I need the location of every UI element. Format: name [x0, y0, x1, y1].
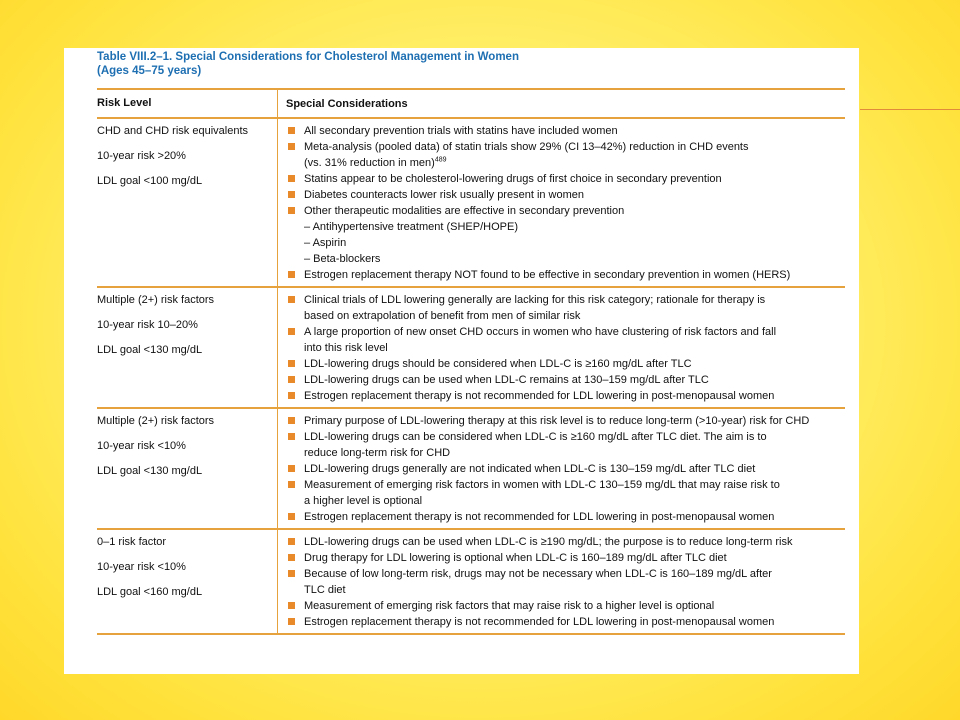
risk-level-cell: [97, 530, 278, 633]
consideration-text: Diabetes counteracts lower risk usually present in women: [304, 189, 585, 201]
consideration-text: reduce long-term risk for CHD: [304, 447, 451, 459]
consideration-continuation: [288, 155, 845, 171]
consideration-item: [288, 267, 845, 283]
consideration-item: [288, 477, 845, 493]
table-row: [97, 409, 845, 530]
reference-superscript: 489: [434, 156, 447, 164]
consideration-text: All secondary prevention trials with statins have included women: [304, 125, 618, 137]
consideration-item: [288, 413, 845, 429]
consideration-item: [288, 534, 845, 550]
consideration-text: LDL-lowering drugs should be considered when LDL-C is ≥160 mg/dL after TLC: [304, 358, 692, 370]
table-panel: [64, 48, 859, 674]
square-bullet-icon: [288, 481, 295, 488]
consideration-text: into this risk level: [304, 342, 388, 354]
consideration-item: [288, 292, 845, 308]
consideration-continuation: [288, 493, 845, 509]
consideration-text: LDL-lowering drugs can be considered when LDL-C is ≥160 mg/dL after TLC diet. The aim is to: [304, 431, 767, 443]
consideration-text: Because of low long-term risk, drugs may not be necessary when LDL-C is 160–189 mg/dL after: [304, 568, 772, 580]
table-row: [97, 288, 845, 409]
risk-level-text: LDL goal <100 mg/dL: [97, 175, 203, 187]
risk-level-text: CHD and CHD risk equivalents: [97, 125, 248, 137]
consideration-text: a higher level is optional: [304, 495, 423, 507]
consideration-continuation: [288, 219, 845, 235]
consideration-text: Measurement of emerging risk factors in women with LDL-C 130–159 mg/dL that may raise risk to: [304, 479, 780, 491]
risk-level-text: 10-year risk >20%: [97, 150, 186, 162]
square-bullet-icon: [288, 602, 295, 609]
square-bullet-icon: [288, 207, 295, 214]
consideration-text: A large proportion of new onset CHD occurs in women who have clustering of risk factors and fall: [304, 326, 777, 338]
consideration-item: [288, 203, 845, 219]
table-row: [97, 530, 845, 635]
consideration-text: – Aspirin: [304, 237, 347, 249]
caption-line-2: (Ages 45–75 years): [97, 65, 202, 77]
risk-level-cell: [97, 119, 278, 286]
consideration-continuation: [288, 445, 845, 461]
consideration-item: [288, 566, 845, 582]
consideration-item: [288, 139, 845, 155]
risk-level-cell: [97, 409, 278, 528]
square-bullet-icon: [288, 554, 295, 561]
header-risk-level: Risk Level: [97, 90, 278, 117]
consideration-text: Estrogen replacement therapy NOT found to be effective in secondary prevention in women (HERS): [304, 269, 791, 281]
consideration-text: (vs. 31% reduction in men): [304, 157, 435, 169]
table-body: [97, 119, 845, 635]
consideration-item: [288, 388, 845, 404]
consideration-item: [288, 123, 845, 139]
consideration-item: [288, 461, 845, 477]
square-bullet-icon: [288, 618, 295, 625]
square-bullet-icon: [288, 143, 295, 150]
consideration-continuation: [288, 582, 845, 598]
risk-level-text: LDL goal <130 mg/dL: [97, 465, 203, 477]
risk-level-text: LDL goal <160 mg/dL: [97, 586, 203, 598]
consideration-continuation: [288, 308, 845, 324]
square-bullet-icon: [288, 271, 295, 278]
consideration-text: TLC diet: [304, 584, 346, 596]
consideration-item: [288, 187, 845, 203]
consideration-item: [288, 171, 845, 187]
square-bullet-icon: [288, 513, 295, 520]
consideration-text: Estrogen replacement therapy is not recommended for LDL lowering in post-menopausal women: [304, 616, 775, 628]
consideration-item: [288, 356, 845, 372]
consideration-text: – Beta-blockers: [304, 253, 381, 265]
caption-line-1: Table VIII.2–1. Special Considerations for Cholesterol Management in Women: [97, 51, 519, 63]
consideration-text: based on extrapolation of benefit from men of similar risk: [304, 310, 581, 322]
considerations-cell: [278, 288, 845, 407]
consideration-item: [288, 550, 845, 566]
consideration-text: Measurement of emerging risk factors that may raise risk to a higher level is optional: [304, 600, 715, 612]
table-row: [97, 119, 845, 288]
table-caption: [97, 50, 837, 78]
square-bullet-icon: [288, 360, 295, 367]
square-bullet-icon: [288, 392, 295, 399]
risk-level-text: 10-year risk 10–20%: [97, 319, 198, 331]
considerations-cell: [278, 119, 845, 286]
consideration-item: [288, 324, 845, 340]
square-bullet-icon: [288, 191, 295, 198]
consideration-item: [288, 372, 845, 388]
consideration-text: Estrogen replacement therapy is not recommended for LDL lowering in post-menopausal women: [304, 390, 775, 402]
consideration-item: [288, 509, 845, 525]
risk-level-cell: [97, 288, 278, 407]
square-bullet-icon: [288, 433, 295, 440]
consideration-continuation: [288, 340, 845, 356]
risk-level-text: 10-year risk <10%: [97, 561, 186, 573]
consideration-text: Meta-analysis (pooled data) of statin trials show 29% (CI 13–42%) reduction in CHD events: [304, 141, 749, 153]
square-bullet-icon: [288, 175, 295, 182]
consideration-item: [288, 614, 845, 630]
square-bullet-icon: [288, 570, 295, 577]
consideration-text: Estrogen replacement therapy is not recommended for LDL lowering in post-menopausal women: [304, 511, 775, 523]
consideration-text: Drug therapy for LDL lowering is optional when LDL-C is 160–189 mg/dL after TLC diet: [304, 552, 727, 564]
risk-level-text: LDL goal <130 mg/dL: [97, 344, 203, 356]
risk-level-text: 10-year risk <10%: [97, 440, 186, 452]
table-header-row: [97, 88, 845, 119]
consideration-text: Clinical trials of LDL lowering generally are lacking for this risk category; rationale for therapy is: [304, 294, 766, 306]
risk-level-text: 0–1 risk factor: [97, 536, 167, 548]
square-bullet-icon: [288, 296, 295, 303]
consideration-text: LDL-lowering drugs can be used when LDL-C is ≥190 mg/dL; the purpose is to reduce long-term risk: [304, 536, 793, 548]
considerations-table: [97, 88, 845, 635]
consideration-continuation: [288, 251, 845, 267]
square-bullet-icon: [288, 127, 295, 134]
square-bullet-icon: [288, 538, 295, 545]
consideration-text: LDL-lowering drugs can be used when LDL-C remains at 130–159 mg/dL after TLC: [304, 374, 709, 386]
considerations-cell: [278, 409, 845, 528]
consideration-text: Other therapeutic modalities are effective in secondary prevention: [304, 205, 625, 217]
consideration-item: [288, 598, 845, 614]
consideration-text: Statins appear to be cholesterol-lowering drugs of first choice in secondary prevention: [304, 173, 722, 185]
risk-level-text: Multiple (2+) risk factors: [97, 294, 215, 306]
consideration-item: [288, 429, 845, 445]
square-bullet-icon: [288, 376, 295, 383]
consideration-text: – Antihypertensive treatment (SHEP/HOPE): [304, 221, 518, 233]
considerations-cell: [278, 530, 845, 633]
consideration-text: LDL-lowering drugs generally are not indicated when LDL-C is 130–159 mg/dL after TLC diet: [304, 463, 756, 475]
consideration-continuation: [288, 235, 845, 251]
square-bullet-icon: [288, 328, 295, 335]
header-special-considerations: Special Considerations: [286, 97, 408, 110]
slide-accent-line: [860, 109, 960, 110]
square-bullet-icon: [288, 465, 295, 472]
consideration-text: Primary purpose of LDL-lowering therapy at this risk level is to reduce long-term (>10-year) risk for CHD: [304, 415, 810, 427]
risk-level-text: Multiple (2+) risk factors: [97, 415, 215, 427]
square-bullet-icon: [288, 417, 295, 424]
